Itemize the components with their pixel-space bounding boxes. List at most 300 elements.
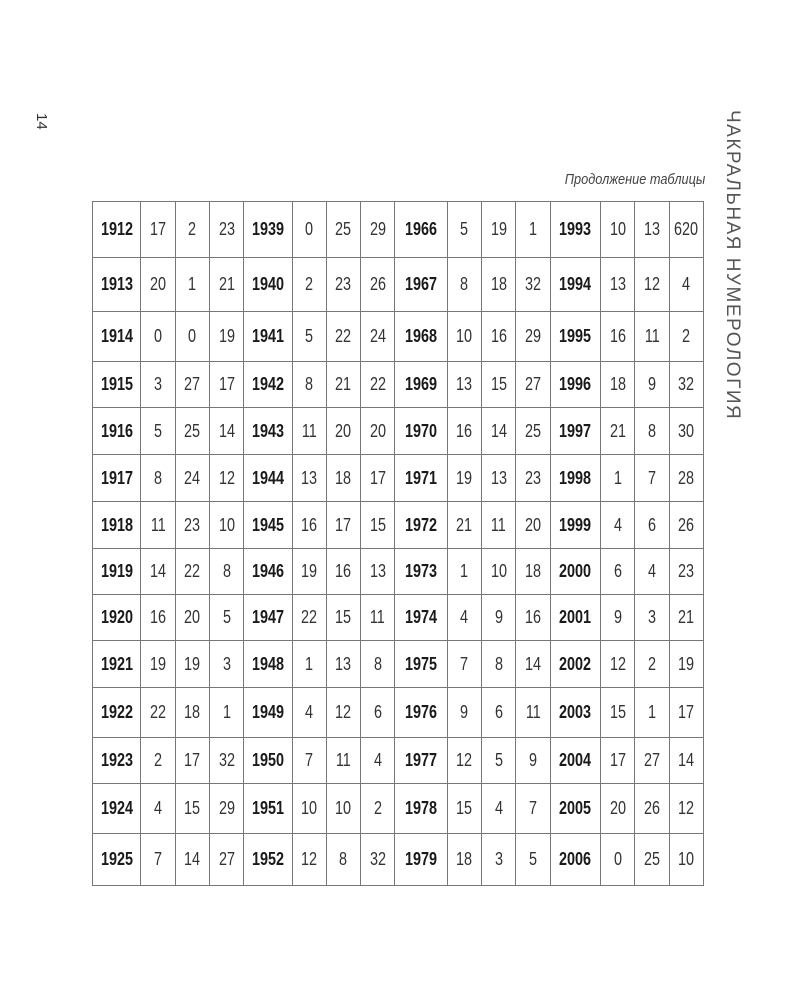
- value-text: 15: [490, 374, 507, 394]
- value-text: 10: [301, 798, 318, 818]
- value-text: 2: [188, 219, 197, 239]
- value-cell: [447, 312, 481, 362]
- table-row: [93, 549, 704, 595]
- value-text: 10: [456, 326, 473, 346]
- year-text: 1998: [559, 467, 592, 488]
- value-text: 12: [301, 849, 318, 869]
- year-text: 1951: [251, 798, 284, 818]
- value-cell: [516, 834, 550, 886]
- value-text: 16: [301, 514, 318, 535]
- value-cell: [326, 455, 360, 502]
- year-text: 1924: [100, 798, 133, 818]
- value-text: 15: [335, 607, 352, 627]
- year-text: 1919: [100, 561, 133, 581]
- value-cell: [141, 362, 175, 408]
- value-text: 15: [184, 798, 201, 818]
- value-cell: [141, 202, 175, 258]
- value-cell: [669, 834, 703, 886]
- value-cell: [669, 784, 703, 834]
- year-cell: [395, 502, 447, 549]
- value-text: 20: [150, 274, 167, 294]
- value-cell: [447, 834, 481, 886]
- value-text: 9: [647, 374, 656, 394]
- value-text: 9: [613, 607, 622, 627]
- value-text: 0: [188, 326, 197, 346]
- year-cell: [93, 549, 141, 595]
- value-text: 1: [647, 702, 656, 722]
- value-cell: [175, 258, 209, 312]
- year-cell: [550, 738, 600, 784]
- table-row: [93, 502, 704, 549]
- value-cell: [447, 738, 481, 784]
- value-text: 11: [150, 514, 166, 535]
- value-cell: [635, 362, 669, 408]
- year-text: 1947: [251, 607, 284, 627]
- value-cell: [361, 455, 395, 502]
- value-cell: [669, 408, 703, 455]
- year-text: 2003: [559, 702, 592, 722]
- value-cell: [175, 595, 209, 641]
- value-cell: [635, 502, 669, 549]
- value-cell: [326, 595, 360, 641]
- value-text: 8: [305, 374, 314, 394]
- value-cell: [361, 834, 395, 886]
- year-cell: [244, 362, 292, 408]
- value-text: 16: [335, 561, 352, 581]
- value-cell: [209, 784, 243, 834]
- value-text: 28: [678, 467, 695, 488]
- value-cell: [669, 549, 703, 595]
- value-text: 4: [682, 274, 691, 294]
- value-text: 20: [369, 420, 386, 441]
- year-cell: [244, 408, 292, 455]
- value-text: 8: [494, 653, 503, 674]
- table-row: [93, 738, 704, 784]
- year-text: 2006: [559, 849, 592, 869]
- value-cell: [601, 688, 635, 738]
- value-text: 17: [369, 467, 386, 488]
- value-cell: [209, 312, 243, 362]
- value-text: 29: [218, 798, 235, 818]
- value-text: 13: [335, 653, 352, 674]
- value-cell: [601, 834, 635, 886]
- value-cell: [326, 834, 360, 886]
- year-text: 1913: [100, 274, 133, 294]
- value-cell: [635, 455, 669, 502]
- value-text: 4: [154, 798, 163, 818]
- value-cell: [482, 784, 516, 834]
- year-text: 1946: [251, 561, 284, 581]
- value-cell: [175, 641, 209, 688]
- value-text: 2: [647, 653, 656, 674]
- value-text: 19: [678, 653, 695, 674]
- value-text: 22: [301, 607, 318, 627]
- value-cell: [635, 312, 669, 362]
- value-cell: [175, 502, 209, 549]
- value-cell: [516, 641, 550, 688]
- year-cell: [395, 362, 447, 408]
- value-text: 26: [643, 798, 660, 818]
- value-cell: [447, 641, 481, 688]
- value-text: 26: [369, 274, 386, 294]
- value-text: 8: [460, 274, 469, 294]
- value-text: 5: [222, 607, 231, 627]
- value-text: 17: [218, 374, 235, 394]
- value-text: 16: [524, 607, 541, 627]
- year-text: 1968: [405, 326, 438, 346]
- value-cell: [326, 312, 360, 362]
- value-cell: [292, 455, 326, 502]
- year-text: 1996: [559, 374, 592, 394]
- value-text: 19: [150, 653, 167, 674]
- year-cell: [395, 455, 447, 502]
- value-text: 17: [678, 702, 695, 722]
- value-cell: [209, 595, 243, 641]
- value-text: 24: [369, 326, 386, 346]
- value-text: 11: [335, 750, 351, 770]
- year-text: 1952: [251, 849, 284, 869]
- value-text: 19: [456, 467, 473, 488]
- year-cell: [395, 641, 447, 688]
- value-text: 0: [613, 849, 622, 869]
- value-text: 18: [490, 274, 507, 294]
- value-text: 1: [613, 467, 622, 488]
- year-cell: [395, 834, 447, 886]
- value-cell: [635, 784, 669, 834]
- value-cell: [482, 549, 516, 595]
- value-text: 6: [613, 561, 622, 581]
- value-cell: [669, 502, 703, 549]
- value-text: 3: [154, 374, 163, 394]
- value-cell: [141, 408, 175, 455]
- value-cell: [601, 312, 635, 362]
- value-cell: [292, 502, 326, 549]
- year-text: 1993: [559, 219, 592, 239]
- value-text: 8: [339, 849, 348, 869]
- year-cell: [93, 502, 141, 549]
- value-cell: [447, 549, 481, 595]
- year-text: 1918: [100, 514, 133, 535]
- value-text: 18: [456, 849, 473, 869]
- value-text: 32: [369, 849, 386, 869]
- year-text: 1925: [100, 849, 133, 869]
- year-text: 1973: [405, 561, 438, 581]
- value-cell: [326, 502, 360, 549]
- value-cell: [292, 312, 326, 362]
- value-cell: [601, 502, 635, 549]
- value-cell: [326, 784, 360, 834]
- year-text: 1920: [100, 607, 133, 627]
- value-text: 9: [460, 702, 469, 722]
- year-cell: [244, 312, 292, 362]
- year-text: 2001: [559, 607, 592, 627]
- value-text: 17: [335, 514, 352, 535]
- table-row: [93, 408, 704, 455]
- value-text: 32: [524, 274, 541, 294]
- value-cell: [669, 738, 703, 784]
- value-text: 12: [678, 798, 695, 818]
- year-text: 1994: [559, 274, 592, 294]
- value-text: 5: [494, 750, 503, 770]
- value-text: 25: [524, 420, 541, 441]
- value-cell: [209, 455, 243, 502]
- value-cell: [141, 784, 175, 834]
- year-text: 1914: [100, 326, 133, 346]
- value-text: 5: [305, 326, 314, 346]
- year-cell: [93, 455, 141, 502]
- value-cell: [292, 408, 326, 455]
- value-text: 11: [525, 702, 541, 722]
- value-text: 21: [609, 420, 626, 441]
- value-cell: [326, 362, 360, 408]
- value-text: 6: [647, 514, 656, 535]
- value-text: 13: [490, 467, 507, 488]
- value-text: 20: [184, 607, 201, 627]
- value-text: 0: [154, 326, 163, 346]
- value-text: 11: [644, 326, 660, 346]
- value-text: 19: [301, 561, 318, 581]
- year-text: 1941: [251, 326, 284, 346]
- value-text: 11: [301, 420, 317, 441]
- year-cell: [550, 595, 600, 641]
- value-text: 4: [373, 750, 382, 770]
- table-row: [93, 202, 704, 258]
- value-text: 2: [373, 798, 382, 818]
- value-text: 14: [184, 849, 201, 869]
- year-text: 1942: [251, 374, 284, 394]
- value-text: 5: [154, 420, 163, 441]
- value-cell: [175, 408, 209, 455]
- value-text: 13: [369, 561, 386, 581]
- value-cell: [601, 595, 635, 641]
- value-text: 16: [150, 607, 167, 627]
- value-cell: [292, 641, 326, 688]
- table-row: [93, 455, 704, 502]
- value-text: 10: [335, 798, 352, 818]
- year-cell: [244, 688, 292, 738]
- value-text: 1: [305, 653, 314, 674]
- value-text: 12: [456, 750, 473, 770]
- value-cell: [482, 738, 516, 784]
- year-cell: [244, 834, 292, 886]
- year-cell: [244, 784, 292, 834]
- table-row: [93, 258, 704, 312]
- value-text: 1: [188, 274, 197, 294]
- value-cell: [292, 258, 326, 312]
- value-cell: [669, 362, 703, 408]
- value-cell: [516, 688, 550, 738]
- year-cell: [93, 408, 141, 455]
- value-cell: [141, 595, 175, 641]
- value-cell: [326, 202, 360, 258]
- value-cell: [635, 202, 669, 258]
- value-cell: [482, 595, 516, 641]
- value-cell: [361, 688, 395, 738]
- value-text: 18: [609, 374, 626, 394]
- value-text: 4: [613, 514, 622, 535]
- value-cell: [175, 688, 209, 738]
- value-cell: [669, 688, 703, 738]
- year-cell: [244, 641, 292, 688]
- value-text: 13: [643, 219, 660, 239]
- year-text: 1967: [405, 274, 438, 294]
- year-text: 1939: [251, 219, 284, 239]
- value-cell: [601, 641, 635, 688]
- value-cell: [361, 258, 395, 312]
- table-continuation-note: Продолжение таблицы: [564, 171, 705, 188]
- value-text: 29: [524, 326, 541, 346]
- value-text: 6: [373, 702, 382, 722]
- value-text: 12: [335, 702, 352, 722]
- table-row: [93, 362, 704, 408]
- year-text: 1921: [100, 653, 133, 674]
- value-cell: [482, 834, 516, 886]
- value-text: 1: [460, 561, 469, 581]
- value-cell: [669, 258, 703, 312]
- value-text: 14: [218, 420, 235, 441]
- value-text: 13: [609, 274, 626, 294]
- year-cell: [395, 688, 447, 738]
- value-text: 27: [184, 374, 201, 394]
- value-text: 20: [609, 798, 626, 818]
- year-text: 1966: [405, 219, 438, 239]
- value-text: 1: [528, 219, 537, 239]
- value-cell: [447, 502, 481, 549]
- value-text: 7: [305, 750, 314, 770]
- year-cell: [93, 688, 141, 738]
- value-text: 19: [490, 219, 507, 239]
- table-row: [93, 312, 704, 362]
- value-text: 25: [184, 420, 201, 441]
- value-cell: [601, 549, 635, 595]
- year-cell: [550, 455, 600, 502]
- value-cell: [482, 641, 516, 688]
- value-text: 21: [218, 274, 235, 294]
- year-text: 1978: [405, 798, 438, 818]
- value-cell: [447, 455, 481, 502]
- value-cell: [209, 408, 243, 455]
- value-cell: [361, 502, 395, 549]
- value-cell: [175, 202, 209, 258]
- value-cell: [447, 362, 481, 408]
- year-cell: [550, 312, 600, 362]
- year-cell: [93, 595, 141, 641]
- value-text: 14: [490, 420, 507, 441]
- value-cell: [601, 455, 635, 502]
- value-text: 26: [678, 514, 695, 535]
- value-cell: [482, 202, 516, 258]
- year-text: 1999: [559, 514, 592, 535]
- value-cell: [447, 408, 481, 455]
- year-cell: [550, 408, 600, 455]
- value-cell: [482, 502, 516, 549]
- value-cell: [482, 408, 516, 455]
- running-title: ЧАКРАЛЬНАЯ НУМЕРОЛОГИЯ: [722, 110, 743, 421]
- value-text: 20: [524, 514, 541, 535]
- value-cell: [482, 455, 516, 502]
- year-cell: [93, 362, 141, 408]
- value-cell: [326, 641, 360, 688]
- value-text: 18: [524, 561, 541, 581]
- year-text: 2004: [559, 750, 592, 770]
- year-cell: [550, 549, 600, 595]
- value-cell: [447, 202, 481, 258]
- value-cell: [516, 258, 550, 312]
- year-text: 1971: [405, 467, 438, 488]
- value-cell: [516, 455, 550, 502]
- value-text: 8: [222, 561, 231, 581]
- value-text: 12: [643, 274, 660, 294]
- value-cell: [141, 312, 175, 362]
- value-cell: [669, 312, 703, 362]
- value-cell: [361, 595, 395, 641]
- year-cell: [395, 312, 447, 362]
- value-cell: [447, 688, 481, 738]
- year-cell: [244, 258, 292, 312]
- value-text: 16: [609, 326, 626, 346]
- year-text: 1950: [251, 750, 284, 770]
- value-text: 8: [373, 653, 382, 674]
- value-text: 17: [184, 750, 201, 770]
- value-cell: [326, 688, 360, 738]
- year-cell: [93, 784, 141, 834]
- table-row: [93, 784, 704, 834]
- value-cell: [326, 408, 360, 455]
- value-cell: [669, 641, 703, 688]
- table-body: [93, 202, 704, 886]
- value-text: 7: [154, 849, 163, 869]
- year-cell: [395, 595, 447, 641]
- value-cell: [635, 595, 669, 641]
- value-text: 22: [184, 561, 201, 581]
- page-number: 14: [33, 113, 50, 130]
- value-cell: [669, 595, 703, 641]
- year-cell: [93, 312, 141, 362]
- value-text: 30: [678, 420, 695, 441]
- value-cell: [482, 362, 516, 408]
- value-text: 16: [456, 420, 473, 441]
- year-cell: [244, 202, 292, 258]
- value-cell: [361, 738, 395, 784]
- value-cell: [209, 362, 243, 408]
- value-cell: [516, 312, 550, 362]
- value-cell: [635, 641, 669, 688]
- value-cell: [292, 738, 326, 784]
- year-text: 1975: [405, 653, 438, 674]
- value-text: 9: [494, 607, 503, 627]
- year-cell: [93, 258, 141, 312]
- value-text: 12: [609, 653, 626, 674]
- value-text: 7: [528, 798, 537, 818]
- year-cell: [395, 202, 447, 258]
- value-cell: [669, 202, 703, 258]
- value-text: 620: [674, 219, 699, 239]
- value-text: 22: [335, 326, 352, 346]
- year-cell: [244, 738, 292, 784]
- value-text: 6: [494, 702, 503, 722]
- year-values-table: [92, 201, 704, 886]
- value-text: 23: [524, 467, 541, 488]
- value-cell: [635, 549, 669, 595]
- value-text: 15: [456, 798, 473, 818]
- year-text: 1912: [100, 219, 133, 239]
- value-cell: [601, 738, 635, 784]
- value-text: 10: [609, 219, 626, 239]
- value-cell: [175, 784, 209, 834]
- value-cell: [292, 784, 326, 834]
- value-cell: [447, 784, 481, 834]
- value-cell: [601, 362, 635, 408]
